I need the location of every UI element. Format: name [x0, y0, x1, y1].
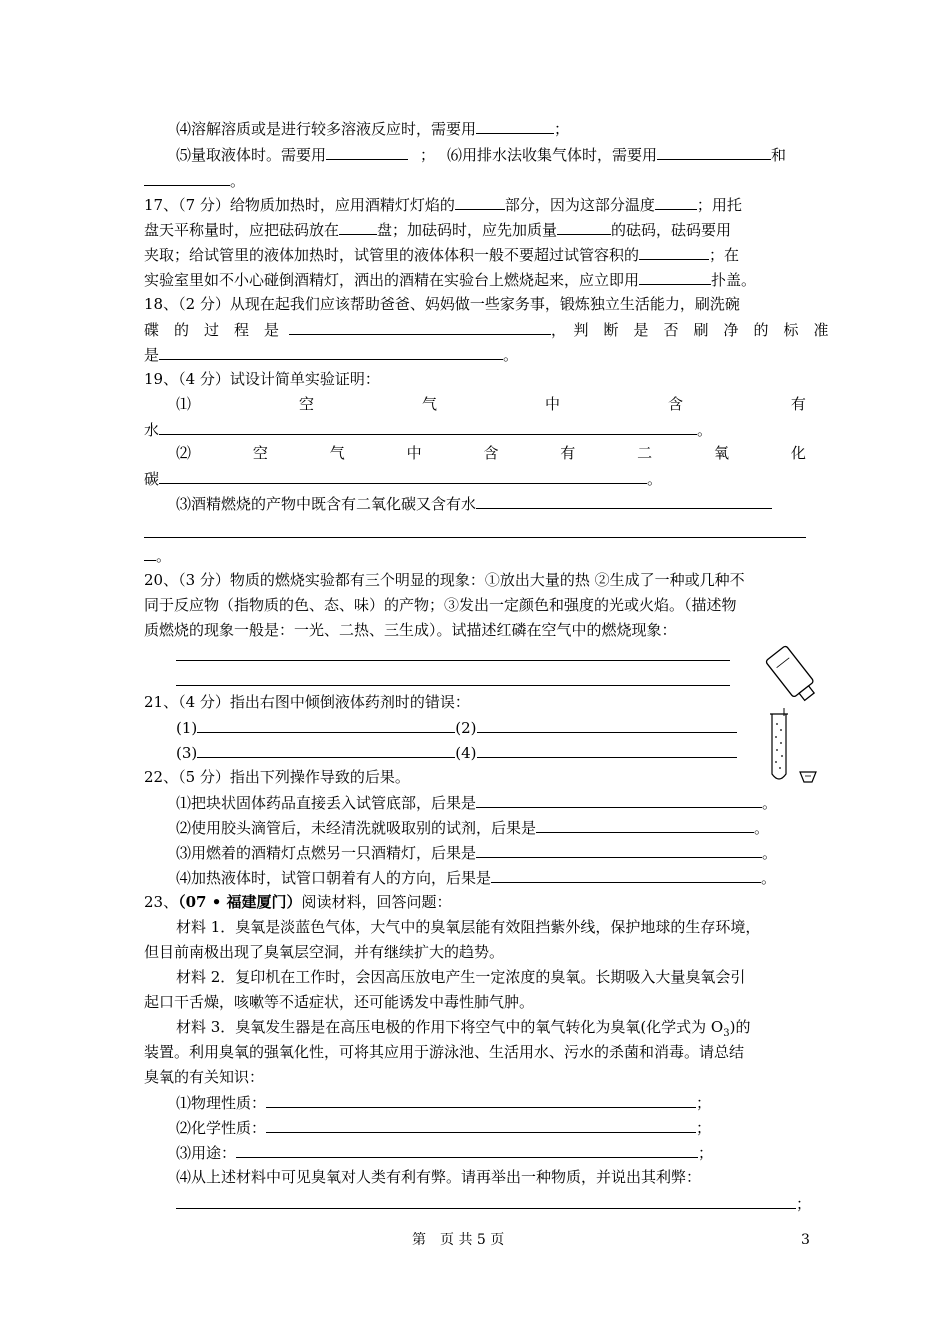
q22-text: ⑴把块状固体药品直接丢入试管底部，后果是 [176, 794, 477, 812]
q23-title [144, 892, 452, 912]
q18-text: 18、（2 分）从现在起我们应该帮助爸爸、妈妈做一些家务事，锻炼独立生活能力，刷洗碗 [144, 295, 740, 313]
q16-item5-text: ⑸量取液体时。需要用 [176, 146, 327, 164]
q22-item2 [176, 817, 769, 838]
q20-line1 [144, 570, 745, 590]
punct: 。 [762, 794, 778, 812]
answer-blank[interactable] [491, 867, 761, 883]
q21-num: (3) [176, 744, 198, 762]
q19-item2 [176, 443, 806, 463]
q22-title-text: 22、（5 分）指出下列操作导致的后果。 [144, 768, 410, 786]
q23-material1-line2 [144, 942, 504, 962]
q16-item5-6 [176, 144, 786, 165]
q19-item1 [176, 394, 806, 414]
q19-item1-cont [144, 419, 712, 440]
punct: ； [696, 1119, 712, 1137]
q23-sub1 [176, 1092, 711, 1113]
q19-char: 二 [637, 444, 653, 462]
q23-text: ⑷从上述材料中可见臭氧对人类有利有弊。请再举出一种物质，并说出其利弊： [176, 1168, 702, 1186]
q22-item4 [176, 867, 776, 888]
q18-line3 [144, 344, 518, 365]
q17-text: 实验室里如不小心碰倒酒精灯，洒出的酒精在实验台上燃烧起来，应立即用 [144, 271, 640, 289]
q17-line1 [144, 194, 742, 215]
q19-title [144, 369, 380, 389]
q19-text: ⑶酒精燃烧的产物中既含有二氧化碳又含有水 [176, 495, 477, 513]
q22-text: ⑷加热液体时，试管口朝着有人的方向，后果是 [176, 869, 492, 887]
q22-title [144, 767, 410, 787]
answer-blank[interactable] [197, 717, 455, 733]
q21-num: (4) [455, 744, 477, 762]
q23-material3-line1 [176, 1017, 750, 1044]
subscript: 3 [723, 1028, 730, 1039]
q18-line1 [144, 294, 740, 314]
q16-item6-cont [144, 170, 245, 191]
footer-page-number: 3 [801, 1232, 810, 1248]
q23-sub4-answer [176, 1193, 811, 1214]
answer-blank[interactable] [176, 645, 730, 661]
q18-line2 [144, 319, 829, 340]
punct: ； [698, 1144, 714, 1162]
q23-material3-line2 [144, 1042, 744, 1062]
q19-char: 中 [544, 395, 560, 413]
q19-char: 化 [790, 444, 806, 462]
answer-blank[interactable] [455, 194, 505, 210]
q19-text: 碳 [144, 470, 160, 488]
q16-item4 [176, 118, 569, 139]
q23-text: 材料 3．臭氧发生器是在高压电极的作用下将空气中的氧气转化为臭氧(化学式为 O [176, 1018, 724, 1036]
answer-blank[interactable] [197, 742, 455, 758]
answer-blank[interactable] [639, 244, 709, 260]
liquid-dots [775, 723, 783, 769]
q19-char: ⑴ [176, 395, 192, 413]
answer-blank[interactable] [266, 1117, 696, 1133]
q19-char: 气 [421, 395, 437, 413]
q19-char: 氧 [714, 444, 730, 462]
q23-sub2 [176, 1117, 711, 1138]
q19-char: 气 [329, 444, 345, 462]
punct: 。 [697, 421, 713, 439]
q23-sub4 [176, 1167, 701, 1187]
q23-text: ⑵化学性质： [176, 1119, 267, 1137]
q19-char: 含 [667, 395, 683, 413]
answer-blank[interactable] [176, 670, 730, 686]
q19-text: 水 [144, 421, 160, 439]
q23-text: ⑶用途： [176, 1144, 237, 1162]
answer-blank[interactable] [476, 842, 762, 858]
punct: 。 [503, 346, 519, 364]
punct: ； [696, 1094, 712, 1112]
q23-sub3 [176, 1142, 713, 1163]
answer-blank[interactable] [536, 817, 754, 833]
q19-char: 空 [298, 395, 314, 413]
q20-answer1 [176, 645, 730, 666]
answer-blank[interactable] [144, 545, 156, 561]
answer-blank[interactable] [159, 419, 697, 435]
q19-char: 有 [560, 444, 576, 462]
q17-text: ；在 [709, 246, 740, 264]
punct: ； [420, 146, 436, 164]
answer-blank[interactable] [657, 144, 771, 160]
q23-material2-line1 [176, 967, 745, 987]
q17-line3 [144, 244, 739, 265]
bottle-stopper [800, 772, 816, 782]
q20-line2 [144, 595, 737, 615]
q23-text: )的 [729, 1018, 751, 1036]
answer-blank[interactable] [176, 1193, 796, 1209]
q16-item6-text: ⑹用排水法收集气体时，需要用 [447, 146, 658, 164]
answer-blank[interactable] [476, 118, 554, 134]
q23-text: 材料 2．复印机在工作时，会因高压放电产生一定浓度的臭氧。长期吸入大量臭氧会引 [176, 968, 746, 986]
punct: 。 [761, 869, 777, 887]
q23-text: 材料 1．臭氧是淡蓝色气体，大气中的臭氧层能有效阻挡紫外线，保护地球的生存环境， [176, 918, 761, 936]
q22-text: ⑵使用胶头滴管后，未经清洗就吸取别的试剂，后果是 [176, 819, 537, 837]
q19-char: 空 [252, 444, 268, 462]
q18-text: 是 [144, 346, 160, 364]
q17-text: ；用托 [696, 196, 742, 214]
punct: ； [796, 1195, 812, 1213]
answer-blank[interactable] [289, 319, 551, 335]
q20-answer2 [176, 670, 730, 691]
answer-blank[interactable] [236, 1142, 698, 1158]
punct: 。 [647, 470, 663, 488]
q22-item3 [176, 842, 777, 863]
q21-row2 [176, 742, 737, 763]
q17-text: 盘；加砝码时，应先加质量 [377, 221, 558, 239]
q17-line4 [144, 269, 756, 290]
q21-num: (1) [176, 719, 198, 737]
q20-text: 20、（3 分）物质的燃烧实验都有三个明显的现象：①放出大量的热 ②生成了一种或几种不 [144, 571, 745, 589]
q23-material3-line3 [144, 1067, 264, 1087]
answer-blank[interactable] [477, 717, 737, 733]
q21-num: (2) [455, 719, 477, 737]
punct: 。 [754, 819, 770, 837]
pouring-liquid-illustration [760, 640, 824, 790]
q17-text: 部分，因为这部分温度 [504, 196, 655, 214]
footer-page-info: 第 页 共 5 页 [412, 1232, 505, 1248]
q20-line3 [144, 620, 677, 640]
punct: 。 [230, 172, 246, 190]
test-tube [770, 714, 788, 779]
reagent-bottle [765, 645, 819, 704]
q23-title-text: 阅读材料，回答问题： [301, 893, 452, 911]
q23-num: 23、 [144, 893, 179, 911]
q19-item3 [176, 493, 772, 514]
answer-blank[interactable] [557, 219, 611, 235]
q19-char: ⑵ [176, 444, 192, 462]
answer-blank[interactable] [159, 468, 647, 484]
q16-and: 和 [771, 146, 787, 164]
answer-blank[interactable] [477, 742, 737, 758]
q23-text: 起口干舌燥，咳嗽等不适症状，还可能诱发中毒性肺气肿。 [144, 993, 535, 1011]
answer-blank[interactable] [159, 344, 503, 360]
answer-blank[interactable] [326, 144, 408, 160]
answer-blank[interactable] [476, 792, 762, 808]
q17-text: 扑盖。 [711, 271, 757, 289]
q18-text: 碟 的 过 程 是 [144, 321, 280, 339]
q18-text: ， 判 断 是 否 刷 净 的 标 准 [551, 321, 829, 339]
punct: 。 [762, 844, 778, 862]
q17-line2 [144, 219, 731, 240]
q19-item2-cont [144, 468, 662, 489]
q21-row1 [176, 717, 737, 738]
q17-text: 盘天平称量时，应把砝码放在 [144, 221, 340, 239]
q21-title [144, 692, 470, 712]
q17-text: 17、（7 分）给物质加热时，应用酒精灯灯焰的 [144, 196, 455, 214]
q23-text: ⑴物理性质： [176, 1094, 267, 1112]
answer-blank[interactable] [639, 269, 711, 285]
q19-item3-end [144, 545, 171, 566]
q20-text: 同于反应物（指物质的色、态、味）的产物；③发出一定颜色和强度的光或火焰。（描述物 [144, 596, 737, 614]
q21-title-text: 21、（4 分）指出右图中倾倒液体药剂时的错误： [144, 693, 470, 711]
answer-blank[interactable] [476, 493, 772, 509]
q17-text: 的砝码，砝码要用 [611, 221, 732, 239]
q19-char: 含 [483, 444, 499, 462]
q23-material1-line1 [176, 917, 760, 937]
q19-title-text: 19、（4 分）试设计简单实验证明： [144, 370, 380, 388]
q16-item4-text: ⑷溶解溶质或是进行较多溶液反应时，需要用 [176, 120, 477, 138]
q23-source: （07 • 福建厦门） [178, 893, 302, 911]
q23-text: 臭氧的有关知识： [144, 1068, 265, 1086]
answer-blank[interactable] [266, 1092, 696, 1108]
q20-text: 质燃烧的现象一般是：一光、二热、三生成）。试描述红磷在空气中的燃烧现象： [144, 621, 677, 639]
punct: 。 [156, 547, 172, 565]
q19-item3-cont [144, 522, 806, 543]
q17-text: 夹取；给试管里的液体加热时，试管里的液体体积一般不要超过试管容积的 [144, 246, 640, 264]
answer-blank[interactable] [144, 522, 806, 538]
q19-char: 中 [406, 444, 422, 462]
answer-blank[interactable] [339, 219, 377, 235]
answer-blank[interactable] [144, 170, 230, 186]
q22-text: ⑶用燃着的酒精灯点燃另一只酒精灯，后果是 [176, 844, 477, 862]
q23-material2-line2 [144, 992, 534, 1012]
q22-item1 [176, 792, 777, 813]
q19-char: 有 [790, 395, 806, 413]
q23-text: 装置。利用臭氧的强氧化性，可将其应用于游泳池、生活用水、污水的杀菌和消毒。请总结 [144, 1043, 745, 1061]
q23-text: 但目前南极出现了臭氧层空洞，并有继续扩大的趋势。 [144, 943, 505, 961]
answer-blank[interactable] [655, 194, 697, 210]
punct: ； [554, 120, 570, 138]
